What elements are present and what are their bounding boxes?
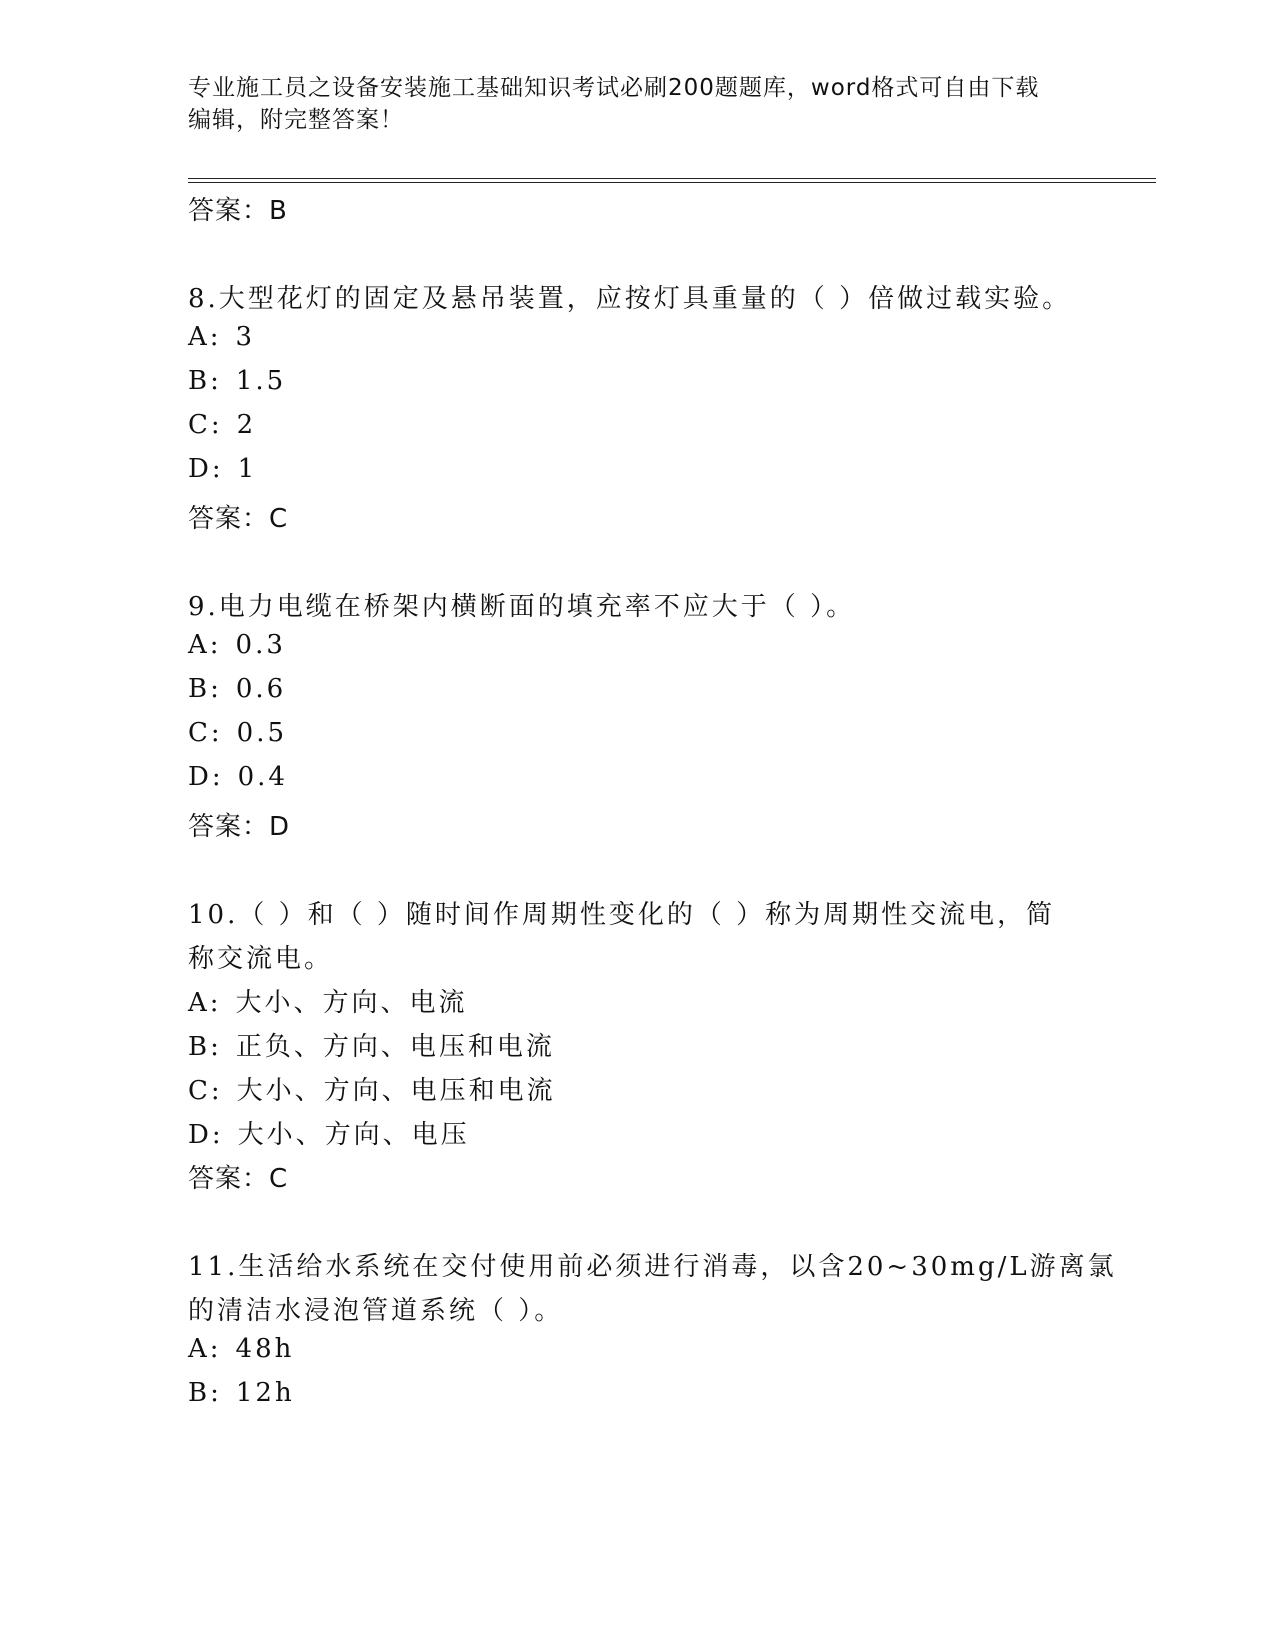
question-10-option-a — [188, 982, 468, 1019]
question-11-option-b — [188, 1378, 295, 1408]
option-text: 3 — [235, 322, 256, 352]
question-10-stem-line-1: 10.（ ）和（ ）随时间作周期性变化的（ ）称为周期性交流电，简 — [188, 900, 1056, 930]
question-10-stem-line-2: 称交流电。 — [188, 944, 334, 974]
option-letter: B: — [188, 1378, 222, 1408]
option-text: 1 — [237, 454, 258, 484]
document-header — [188, 72, 1088, 136]
option-text: 大小、方向、电流 — [235, 988, 468, 1018]
question-9-option-a — [188, 630, 286, 660]
question-10-option-d — [188, 1114, 470, 1151]
question-10-answer: 答案：C — [188, 1164, 289, 1194]
question-10-option-b — [188, 1026, 555, 1063]
question-9-stem: 9.电力电缆在桥架内横断面的填充率不应大于（ ）。 — [188, 592, 856, 622]
previous-answer: 答案：B — [188, 196, 288, 226]
header-divider — [188, 178, 1156, 183]
question-8-answer: 答案：C — [188, 504, 289, 534]
option-letter: A: — [188, 1334, 222, 1364]
option-text: 0.6 — [235, 674, 287, 704]
header-line-2: 编辑，附完整答案！ — [188, 107, 404, 133]
option-text: 1.5 — [235, 366, 287, 396]
question-9-option-c — [188, 718, 287, 748]
option-letter: C: — [188, 718, 223, 748]
option-letter: B: — [188, 366, 222, 396]
question-11-stem-line-1: 11.生活给水系统在交付使用前必须进行消毒，以含20~30mg/L游离氯 — [188, 1252, 1117, 1282]
question-8-option-a — [188, 322, 255, 352]
option-text: 0.4 — [237, 762, 288, 792]
option-text: 12h — [235, 1378, 295, 1408]
question-10-option-c — [188, 1070, 556, 1107]
option-letter: A: — [188, 630, 222, 660]
option-text: 大小、方向、电压和电流 — [236, 1076, 556, 1106]
question-9-option-d — [188, 762, 288, 792]
option-text: 0.3 — [235, 630, 286, 660]
question-9-option-b — [188, 674, 286, 704]
question-8-option-c — [188, 410, 256, 440]
header-line-1: 专业施工员之设备安装施工基础知识考试必刷200题题库，word格式可自由下载 — [188, 75, 1040, 101]
option-letter: A: — [188, 988, 222, 1018]
option-letter: C: — [188, 1076, 223, 1106]
option-letter: D: — [188, 454, 224, 484]
option-letter: D: — [188, 1120, 224, 1150]
option-letter: B: — [188, 1032, 222, 1062]
option-text: 48h — [235, 1334, 295, 1364]
option-text: 大小、方向、电压 — [237, 1120, 470, 1150]
option-text: 正负、方向、电压和电流 — [235, 1032, 555, 1062]
option-letter: D: — [188, 762, 224, 792]
question-8-stem: 8.大型花灯的固定及悬吊装置，应按灯具重量的（ ）倍做过载实验。 — [188, 284, 1072, 314]
option-letter: A: — [188, 322, 222, 352]
option-letter: B: — [188, 674, 222, 704]
question-9-answer: 答案：D — [188, 812, 291, 842]
option-letter: C: — [188, 410, 223, 440]
option-text: 2 — [236, 410, 257, 440]
question-8-option-d — [188, 454, 257, 484]
question-11-option-a — [188, 1334, 294, 1364]
option-text: 0.5 — [236, 718, 288, 748]
question-11-stem-line-2: 的清洁水浸泡管道系统（ ）。 — [188, 1296, 564, 1326]
question-8-option-b — [188, 366, 286, 396]
